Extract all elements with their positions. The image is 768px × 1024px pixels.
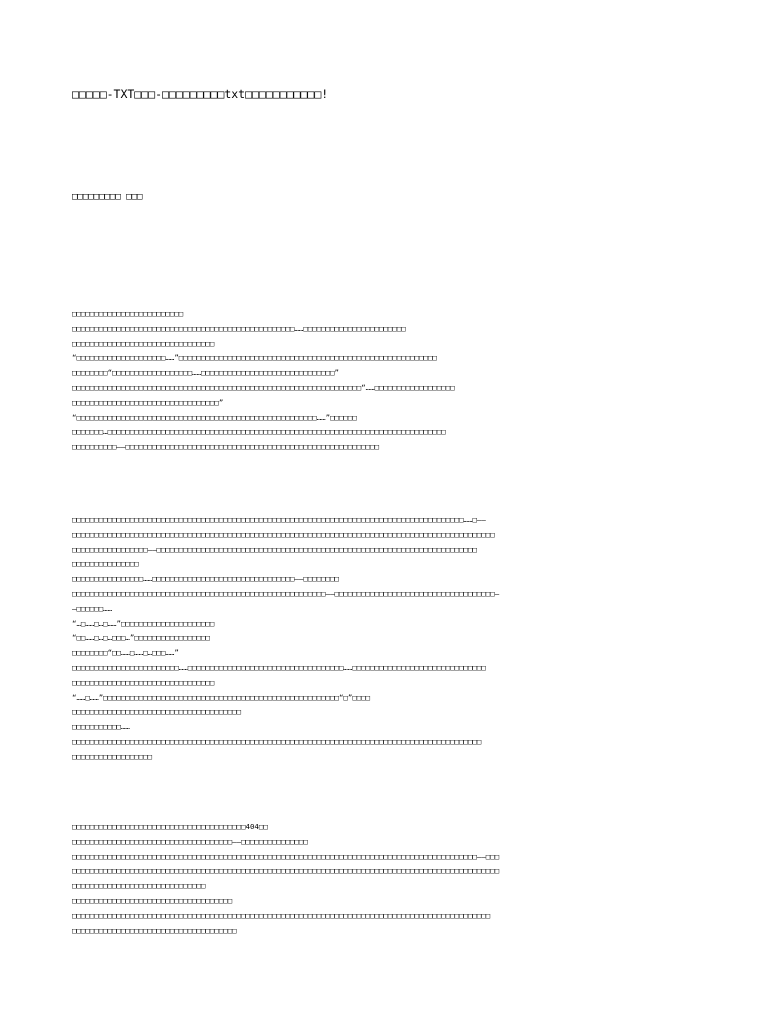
text-line: □□□□□□□□□□□□□□□ bbox=[72, 559, 139, 569]
text-line: □□□□□□□□□□□□□□□□□□□□□□□□□□□□□□□□□□□□——□□□□□□□□□□□□□□□ bbox=[72, 836, 308, 846]
text-line: □□□□□□□□□□□□□□□□□□□□□□□□……□□□□□□□□□□□□□□□□□□□□□□□□□□□□□□□□□□□……□□□□□□□□□□□□□□□□□□□□□□□□□□□□□□ bbox=[72, 662, 486, 672]
text-line: “□□□□□□□□□□□□□□□□□□□□□□□□□□□□□□□□□□□□□□□□□□□□□□□□□□□□□□……”□□□□□□ bbox=[72, 412, 357, 422]
paragraph-block-3 bbox=[72, 820, 712, 938]
text-line: □□□□□□□□□□□□□□□□□□□□□□□□□□□□□□□□□□□□□□□□□□□□□□□□□□□□□□□□□□□□□□□□□□□□□□□□□□□□□□□□□□□□□□□□……□—— bbox=[72, 515, 486, 524]
text-line: “□□……□…□…□□□…”□□□□□□□□□□□□□□□□□ bbox=[72, 633, 210, 643]
text-line: —□□□□□□…… bbox=[72, 603, 113, 613]
text-line: □□□□□□□□□□□□□□□□□□□□□□□□□ bbox=[72, 309, 184, 318]
text-line: “…□……□…□……”□□□□□□□□□□□□□□□□□□□□□ bbox=[72, 618, 215, 628]
text-line: □□□□□□□□□□□□□□□□□□□□□□□□□□□□□□□□□□□□□□ bbox=[72, 707, 242, 717]
text-line: □□□□□□□□□□——□□□□□□□□□□□□□□□□□□□□□□□□□□□□□□□□□□□□□□□□□□□□□□□□□□□□□□□□□ bbox=[72, 442, 380, 452]
text-line: □□□□□□□□□□□□□□□□□□□□□□□□□□□□□□□□□□□□□□□□□□□□□□□□□□□□□□□□□——□□□□□□□□□□□□□□□□□□□□□□□□□□□□□□□□□□□□— bbox=[72, 588, 500, 598]
text-line: □□□□□□□□“□□□□□□□□□□□□□□□□□□……□□□□□□□□□□□□□□□□□□□□□□□□□□□□□□” bbox=[72, 368, 339, 378]
text-line: □□□□□□□□“□□……□……□…□□□……” bbox=[72, 648, 179, 658]
paragraph-block-1 bbox=[72, 307, 712, 455]
text-line: □□□□□□□…□□□□□□□□□□□□□□□□□□□□□□□□□□□□□□□□□□□□□□□□□□□□□□□□□□□□□□□□□□□□□□□□□□□□□□□□□□□□ bbox=[72, 427, 446, 437]
text-line: □□□□□□□□□□□□□□□□□□□□□□□□□□□□□□□□□□□□□□□□□□□□□□□□□□□□□□□□□□□□□□□□□□□□□□□□□□□□□□□□□□□□□□□□□□□□□□□ bbox=[72, 529, 495, 539]
text-line: □□□□□□□□□□□□□□□□□——□□□□□□□□□□□□□□□□□□□□□□□□□□□□□□□□□□□□□□□□□□□□□□□□□□□□□□□□□□□□□□□□□□□□□□□□ bbox=[72, 544, 477, 554]
text-line: □□□□□□□□□□□□□□□□□□□□□□□□□□□□□□□□□□□□□□□404□□ bbox=[72, 822, 268, 831]
text-line: “□□□□□□□□□□□□□□□□□□□□……”□□□□□□□□□□□□□□□□□□□□□□□□□□□□□□□□□□□□□□□□□□□□□□□□□□□□□□□□□□ bbox=[72, 353, 437, 363]
text-line: □□□□□□□□□□□□□□□□□□□□□□□□□□□□□□□□□□□□□□□□□□□□□□□□□□□□□□□□□□□□□□□□□□□□□□□□□□□□□□□□□□□□□□□□□□□——□□□ bbox=[72, 851, 500, 861]
text-line: □□□□□□□□□□□□□□□□□□□□□□□□□□□□□□□□□□□□□□□□□□□□□□□□□□□□□□□□□□□□□□□□□□□□□□□□□□□□□□□□□□□□□□□□□□□□□□ bbox=[72, 910, 491, 920]
text-line: □□□□□□□□□□□□□□□□□□□□□□□□□□□□□□□□ bbox=[72, 677, 215, 687]
text-line: □□□□□□□□□□□□□□□□□□ bbox=[72, 751, 153, 761]
text-line: □□□□□□□□□□□…… bbox=[72, 722, 130, 732]
text-line: □□□□□□□□□□□□□□□□□□□□□□□□□□□□□□□□□□□□□□□□□□□□□□□□□□□□□□□□□□□□□□□□□“……□□□□□□□□□□□□□□□□□□ bbox=[72, 382, 455, 392]
text-line: □□□□□□□□□□□□□□□□……□□□□□□□□□□□□□□□□□□□□□□□□□□□□□□□□——□□□□□□□□ bbox=[72, 574, 339, 584]
document-subtitle: □□□□□□□□□ □□□ bbox=[72, 192, 143, 202]
text-line: □□□□□□□□□□□□□□□□□□□□□□□□□□□□□□□□ bbox=[72, 338, 215, 348]
text-line: □□□□□□□□□□□□□□□□□□□□□□□□□□□□□□□□□□□□ bbox=[72, 895, 233, 905]
text-line: □□□□□□□□□□□□□□□□□□□□□□□□□□□□□□□□□□□□□□□□□□□□□□□□□□□□□□□□□□□□□□□□□□□□□□□□□□□□□□□□□□□□□□□□□□□□□□□□ bbox=[72, 866, 500, 876]
text-line: □□□□□□□□□□□□□□□□□□□□□□□□□□□□□□ bbox=[72, 881, 206, 891]
text-line: □□□□□□□□□□□□□□□□□□□□□□□□□□□□□□□□□” bbox=[72, 397, 224, 407]
text-line: □□□□□□□□□□□□□□□□□□□□□□□□□□□□□□□□□□□□□□□□□□□□□□□□□□□□□□□□□□□□□□□□□□□□□□□□□□□□□□□□□□□□□□□□□□□□ bbox=[72, 736, 482, 746]
text-line: “……□……”□□□□□□□□□□□□□□□□□□□□□□□□□□□□□□□□□□□□□□□□□□□□□□□□□□□□□“□”□□□□ bbox=[72, 692, 371, 702]
document-title: □□□□□-TXT□□□-□□□□□□□□□txt□□□□□□□□□□□! bbox=[72, 87, 329, 101]
text-line: □□□□□□□□□□□□□□□□□□□□□□□□□□□□□□□□□□□□□□□□□□□□□□□□□□……□□□□□□□□□□□□□□□□□□□□□□□ bbox=[72, 323, 406, 333]
paragraph-block-2 bbox=[72, 513, 712, 765]
text-line: □□□□□□□□□□□□□□□□□□□□□□□□□□□□□□□□□□□□□ bbox=[72, 925, 237, 935]
